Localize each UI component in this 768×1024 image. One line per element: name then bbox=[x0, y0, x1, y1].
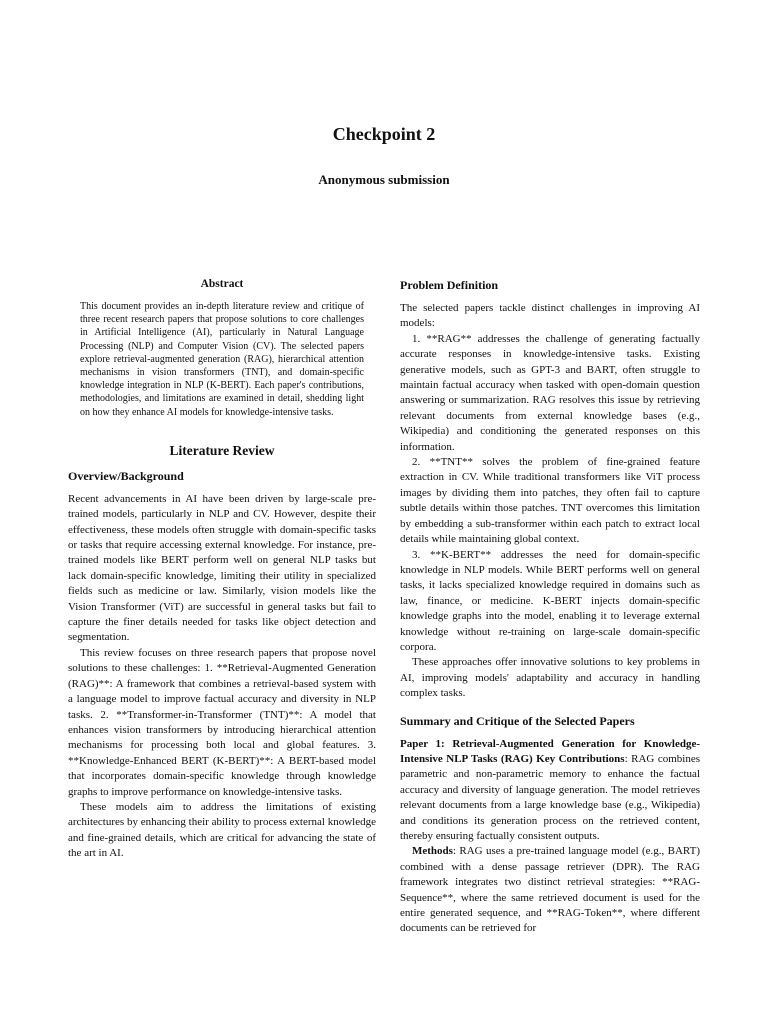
methods-text: : RAG uses a pre-trained language model (e.g., BART) combined with a dense passage retriever (DPR). The RAG framework integrates two distinct retrieval strategies: **RAG-Sequence**, where the same retrieved document is used for the entire generated sequence, and **RAG-Token**, where different documents can be retrieved for bbox=[400, 845, 700, 935]
problem-paragraph: 3. **K-BERT** addresses the need for domain-specific knowledge in NLP models. While BERT performs well on general tasks, it lacks specialized knowledge required in domains such as law, finance, or medicine. K-BERT injects domain-specific knowledge graphs into the model, enabling it to leverage external knowledge without re-training on large-scale domain-specific corpora. bbox=[400, 548, 700, 653]
methods-paragraph bbox=[400, 844, 700, 936]
paper-title: Checkpoint 2 bbox=[332, 124, 436, 144]
problem-paragraph: 1. **RAG** addresses the challenge of generating factually accurate responses in knowledge-intensive tasks. Existing generative models, such as GPT-3 and BART, often struggle to maintain factual accuracy when tasked with open-domain question answering or summarization. RAG resolves this issue by retrieving relevant documents from external knowledge bases (e.g., Wikipedia) and conditioning the generated responses on this information. bbox=[400, 332, 700, 453]
problem-intro: The selected papers tackle distinct challenges in improving AI models: bbox=[400, 302, 700, 330]
paper1-text: : RAG combines parametric and non-parametric memory to enhance the factual accuracy and diversity of language generation. The model retrieves relevant documents from a large knowledge base (e.g., Wikipedia) and conditions its generation process on the retrieved content, thereby ensuring factually consistent outputs. bbox=[400, 752, 700, 842]
summary-heading: Summary and Critique of the Selected Papers bbox=[400, 713, 635, 728]
paper1-label: Paper 1: Retrieval-Augmented Generation for Knowledge-Intensive NLP Tasks (RAG) Key Contributions bbox=[400, 737, 700, 765]
methods-label: Methods bbox=[412, 845, 453, 858]
abstract-heading: Abstract bbox=[200, 278, 244, 290]
lit-paragraph: Recent advancements in AI have been driven by large-scale pre-trained models, particularly in NLP and CV. However, despite their effectiveness, these models often struggle with domain-specific tasks or tasks that require accessing external knowledge. For instance, pre-trained models like BERT perform well on general NLP tasks but lack domain-specific knowledge, limiting their utility in specialized fields such as medicine or law. Similarly, vision models like the Vision Transformer (ViT) are successful in general tasks but fail to capture the finer details needed for tasks like object detection and segmentation. bbox=[68, 492, 376, 644]
paper1-paragraph bbox=[400, 737, 700, 845]
literature-review-heading: Literature Review bbox=[169, 442, 275, 458]
problem-definition-heading: Problem Definition bbox=[400, 278, 499, 292]
problem-paragraph: These approaches offer innovative solutions to key problems in AI, improving models' adaptability and accuracy in handling complex tasks. bbox=[400, 656, 700, 700]
problem-paragraph: 2. **TNT** solves the problem of fine-grained feature extraction in CV. While traditional transformers like ViT process images by dividing them into patches, they often fail to capture subtle details within those patches. TNT overcomes this limitation by embedding a sub-transformer within each patch to extract local details while maintaining global context. bbox=[400, 456, 700, 546]
overview-heading: Overview/Background bbox=[68, 468, 184, 483]
lit-paragraph: This review focuses on three research papers that propose novel solutions to these challenges: 1. **Retrieval-Augmented Generation (RAG)**: A framework that combines a retrieval-based system with a language model to improve factual accuracy and diversity in NLP tasks. 2. **Transformer-in-Transformer (TNT)**: A model that enhances vision transformers by introducing hierarchical attention mechanisms for processing both local and global features. 3. **Knowledge-Enhanced BERT (K-BERT)**: A BERT-based model that incorporates domain-specific knowledge through knowledge graphs to improve performance on knowledge-intensive tasks. bbox=[68, 646, 376, 798]
paper-author: Anonymous submission bbox=[318, 172, 450, 187]
lit-paragraph: These models aim to address the limitations of existing architectures by enhancing their ability to process external knowledge and fine-grained details, which are critical for advancing the state of the art in AI. bbox=[68, 800, 376, 860]
left-column bbox=[68, 278, 376, 862]
right-column bbox=[400, 278, 700, 937]
abstract-text: This document provides an in-depth literature review and critique of three recent research papers that propose solutions to core challenges in Artificial Intelligence (AI), particularly in Natural Language Processing (NLP) and Computer Vision (CV). The selected papers explore retrieval-augmented generation (RAG), hierarchical attention mechanisms in vision transformers (TNT), and domain-specific knowledge integration in NLP (K-BERT). Each paper's contributions, methodologies, and limitations are examined in detail, shedding light on how they enhance AI models for knowledge-intensive tasks. bbox=[80, 301, 364, 418]
